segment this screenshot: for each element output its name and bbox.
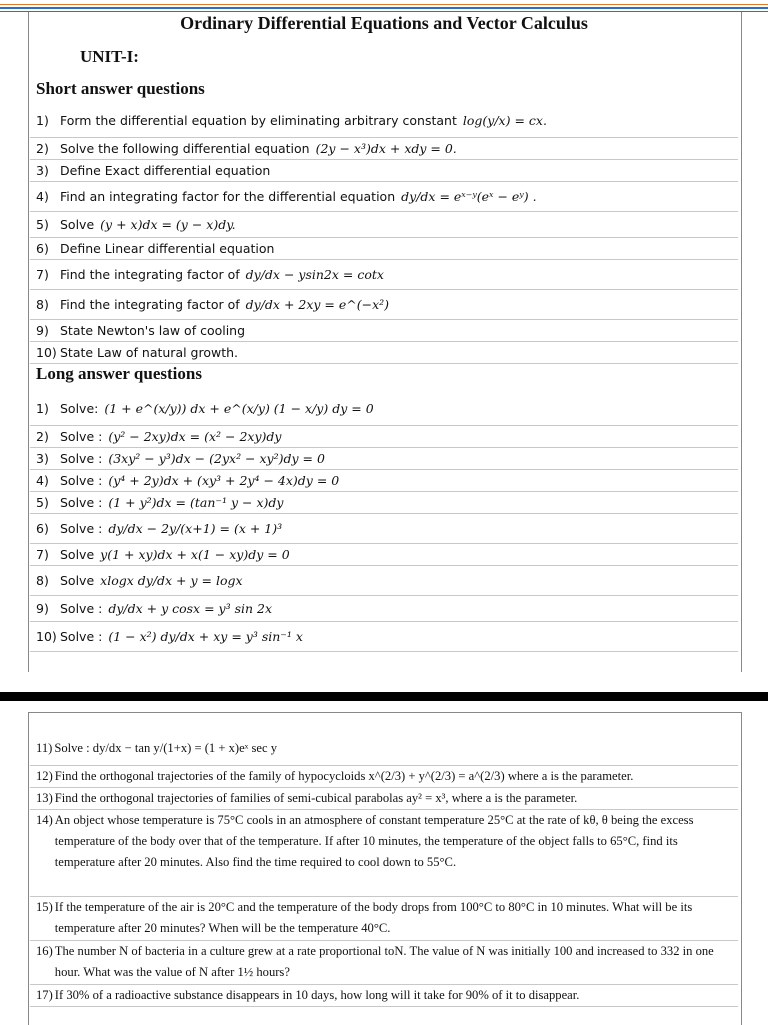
question-row (30, 392, 738, 426)
question-row (30, 448, 738, 470)
question-math: dy/dx + 2xy = e^(−x²) (245, 297, 390, 312)
question-text: Solve : (60, 629, 103, 644)
short-answer-heading: Short answer questions (36, 79, 205, 98)
question-row (30, 766, 738, 788)
question-row (30, 182, 738, 212)
question-text: If the temperature of the air is 20°C and the temperature of the body drops from 100°C to 80°C in 10 minutes. What will be its temperature after 20 minutes? When will be the temperature 40°C. (54, 900, 693, 935)
question-row (30, 622, 738, 652)
question-text: Solve the following differential equation (60, 141, 310, 156)
question-row (30, 897, 738, 941)
question-row (30, 470, 738, 492)
question-row (30, 238, 738, 260)
question-row (30, 514, 738, 544)
question-row (30, 985, 738, 1007)
question-text: The number N of bacteria in a culture grew at a rate proportional toN. The value of N was initially 100 and increased to 332 in one hour. What was the value of N after 1½ hours? (54, 944, 714, 979)
page-separator (0, 692, 768, 701)
question-row (30, 566, 738, 596)
header-rule-orange (0, 4, 768, 5)
question-number: 3) (36, 163, 49, 178)
question-row (30, 426, 738, 448)
question-number: 12) (36, 769, 53, 783)
question-row (30, 596, 738, 622)
question-row (30, 212, 738, 238)
question-text: Solve : (60, 473, 103, 488)
question-number: 15) (36, 900, 53, 914)
question-number: 10) (36, 345, 57, 360)
question-number: 3) (36, 451, 49, 466)
question-text: An object whose temperature is 75°C cools in an atmosphere of constant temperature 25°C at the rate of kθ, θ being the excess temperature of the body over that of the temperature. If after 10 minutes, the temperature of the object falls to 65°C, find its temperature after 20 minutes. Also find the time required to cool down to 55°C. (54, 813, 694, 869)
header-rule-blue (0, 7, 768, 9)
question-text: Solve (60, 217, 95, 232)
question-math: log(y/x) = cx. (462, 113, 547, 128)
question-text: Solve : (60, 495, 103, 510)
question-text: Solve: (60, 401, 99, 416)
question-number: 6) (36, 241, 49, 256)
question-number: 1) (36, 113, 49, 128)
question-text: State Law of natural growth. (60, 345, 239, 360)
question-math: dy/dx + y cosx = y³ sin 2x (108, 601, 273, 616)
question-text: Find the orthogonal trajectories of the family of hypocycloids x^(2/3) + y^(2/3) = a^(2/3) where a is the parameter. (54, 769, 634, 783)
question-number: 2) (36, 141, 49, 156)
long-answer-heading: Long answer questions (36, 364, 202, 383)
question-text: Solve (60, 547, 95, 562)
question-math: xlogx dy/dx + y = logx (100, 573, 243, 588)
question-math: (1 + e^(x/y)) dx + e^(x/y) (1 − x/y) dy = 0 (104, 401, 374, 416)
question-number: 8) (36, 297, 49, 312)
question-math: (2y − x³)dx + xdy = 0. (315, 141, 457, 156)
question-math: (1 − x²) dy/dx + xy = y³ sin⁻¹ x (108, 629, 303, 644)
question-number: 8) (36, 573, 49, 588)
question-number: 4) (36, 189, 49, 204)
question-number: 7) (36, 267, 49, 282)
question-number: 6) (36, 521, 49, 536)
question-number: 14) (36, 813, 53, 827)
question-math: dy/dx = eˣ⁻ʸ(eˣ − eʸ) . (401, 189, 537, 204)
question-row (30, 492, 738, 514)
question-text: If 30% of a radioactive substance disappears in 10 days, how long will it take for 90% of it to disappear. (54, 988, 580, 1002)
question-text: Solve : (60, 521, 103, 536)
question-text: Find the integrating factor of (60, 267, 240, 282)
question-row (30, 260, 738, 290)
question-text: Define Linear differential equation (60, 241, 275, 256)
unit-label: UNIT-I: (80, 47, 139, 66)
question-text: State Newton's law of cooling (60, 323, 246, 338)
question-text: Solve (60, 573, 95, 588)
question-number: 5) (36, 495, 49, 510)
question-row (30, 342, 738, 364)
question-math: (y⁴ + 2y)dx + (xy³ + 2y⁴ − 4x)dy = 0 (108, 473, 340, 488)
question-math: (y + x)dx = (y − x)dy. (100, 217, 236, 232)
question-text: Solve : (60, 451, 103, 466)
question-row (30, 104, 738, 138)
question-text: Find the integrating factor of (60, 297, 240, 312)
question-number: 10) (36, 629, 57, 644)
question-text: Define Exact differential equation (60, 163, 271, 178)
question-math: (y² − 2xy)dx = (x² − 2xy)dy (108, 429, 282, 444)
question-number: 2) (36, 429, 49, 444)
question-math: y(1 + xy)dx + x(1 − xy)dy = 0 (100, 547, 290, 562)
question-row (30, 160, 738, 182)
question-text: Find an integrating factor for the differential equation (60, 189, 396, 204)
question-row (30, 544, 738, 566)
long-questions-continued-list (30, 738, 738, 1007)
long-questions-list (30, 392, 738, 652)
question-number: 17) (36, 988, 53, 1002)
question-number: 11) (36, 741, 53, 755)
question-text: Form the differential equation by eliminating arbitrary constant (60, 113, 457, 128)
question-text: Solve : dy/dx − tan y/(1+x) = (1 + x)eˣ sec y (54, 741, 277, 755)
question-row (30, 788, 738, 810)
question-number: 9) (36, 323, 49, 338)
question-row (30, 320, 738, 342)
short-questions-list (30, 104, 738, 364)
question-text: Solve : (60, 601, 103, 616)
question-number: 4) (36, 473, 49, 488)
question-number: 1) (36, 401, 49, 416)
question-number: 5) (36, 217, 49, 232)
question-row (30, 810, 738, 897)
question-math: (3xy² − y³)dx − (2yx² − xy²)dy = 0 (108, 451, 325, 466)
question-row (30, 290, 738, 320)
question-number: 7) (36, 547, 49, 562)
question-text: Solve : (60, 429, 103, 444)
question-row (30, 138, 738, 160)
document-title: Ordinary Differential Equations and Vector Calculus (180, 13, 588, 33)
question-text: Find the orthogonal trajectories of families of semi-cubical parabolas ay² = x³, where a is the parameter. (54, 791, 578, 805)
question-math: dy/dx − ysin2x = cotx (245, 267, 384, 282)
question-number: 13) (36, 791, 53, 805)
question-math: dy/dx − 2y/(x+1) = (x + 1)³ (108, 521, 283, 536)
question-number: 16) (36, 944, 53, 958)
question-math: (1 + y²)dx = (tan⁻¹ y − x)dy (108, 495, 284, 510)
question-number: 9) (36, 601, 49, 616)
question-row (30, 738, 738, 766)
question-row (30, 941, 738, 985)
